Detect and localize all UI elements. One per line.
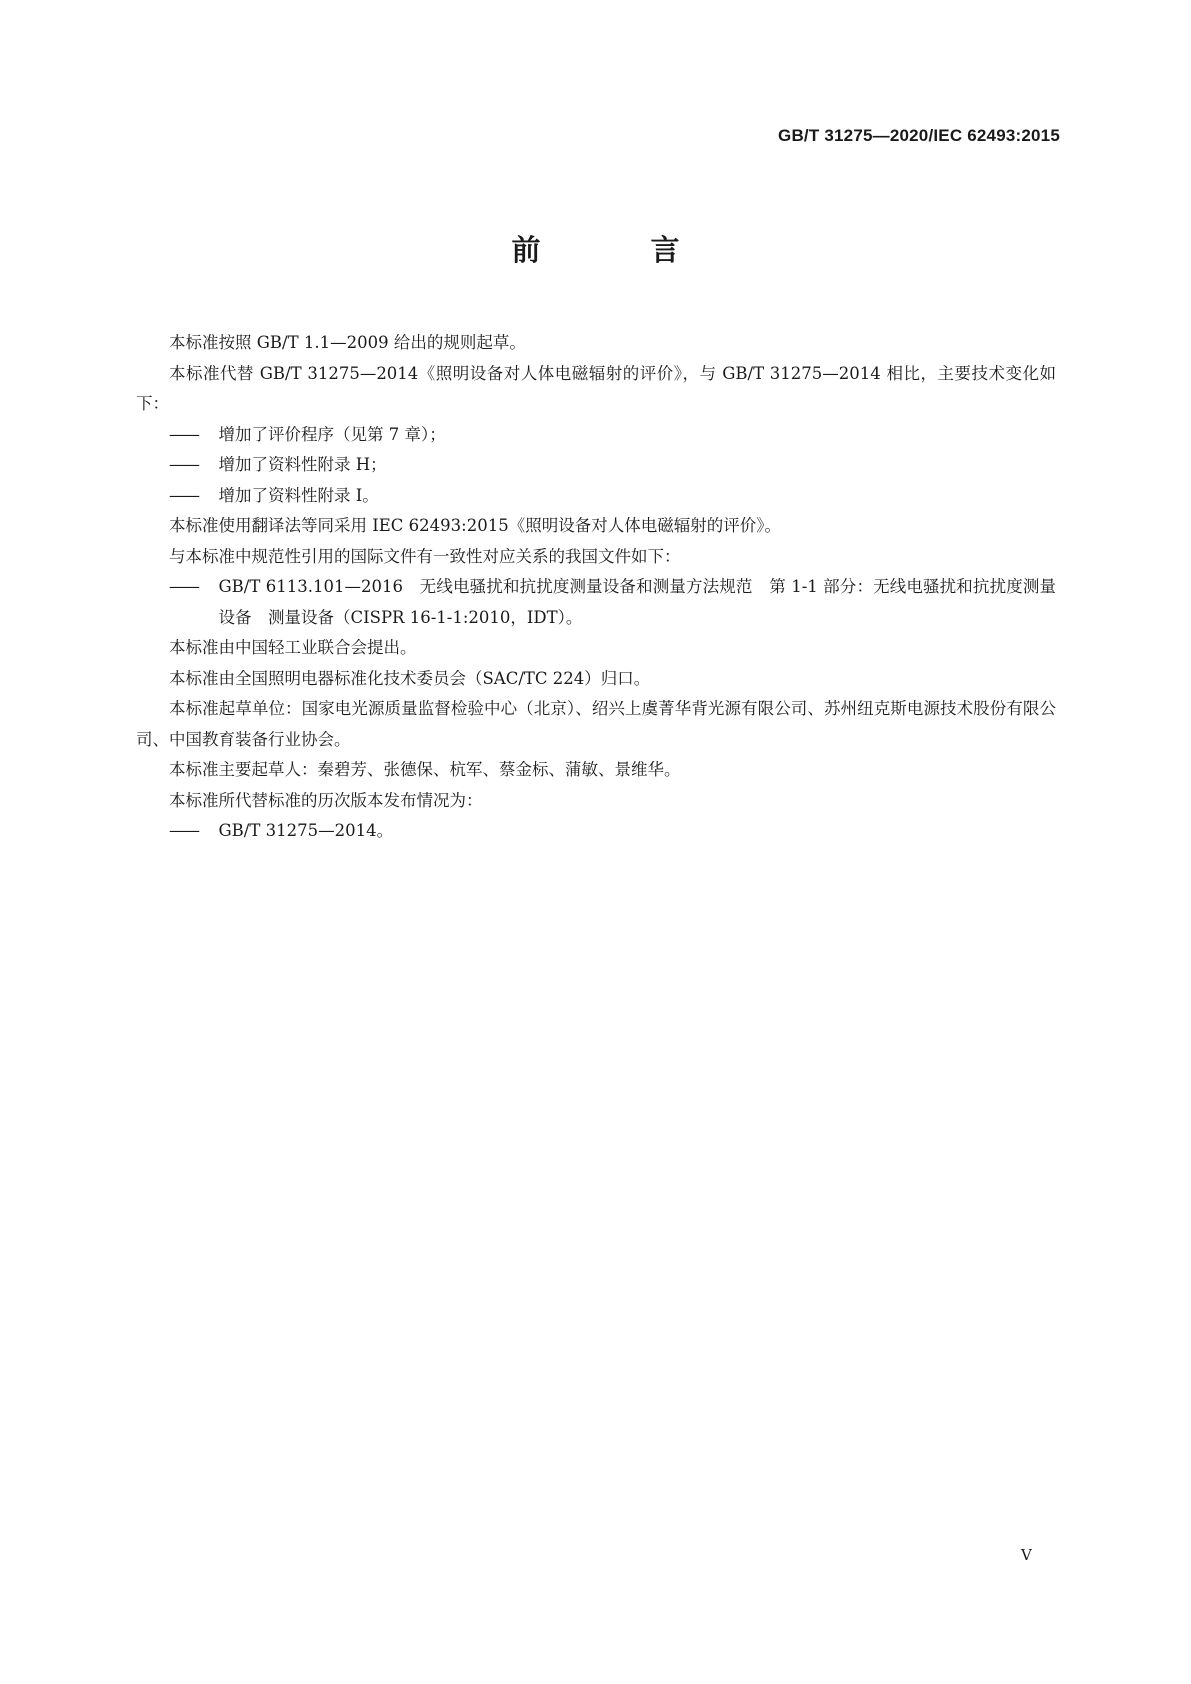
list-item-change	[136, 420, 1056, 451]
list-item-text: 增加了评价程序（见第 7 章）；	[218, 424, 446, 444]
list-item-text: 增加了资料性附录 H；	[218, 455, 387, 474]
paragraph-drafting-units: 本标准起草单位：国家电光源质量监督检验中心（北京）、绍兴上虞菁华背光源有限公司、苏州纽克斯电源技术股份有限公司、中国教育装备行业协会。	[136, 699, 1056, 749]
paragraph-previous-editions: 本标准所代替标准的历次版本发布情况为：	[169, 790, 483, 810]
paragraph-drafters: 本标准主要起草人：秦碧芳、张德保、杭军、蔡金标、蒲敏、景维华。	[169, 760, 681, 779]
list-item-previous-edition	[136, 816, 1056, 847]
dash-marker: ——	[169, 424, 198, 444]
dash-marker: ——	[169, 485, 198, 505]
page-title: 前 言	[511, 233, 730, 267]
page-number: V	[1021, 1546, 1032, 1564]
foreword-body	[136, 328, 1056, 847]
dash-marker: ——	[169, 821, 198, 840]
paragraph-replacement: 本标准代替 GB/T 31275—2014《照明设备对人体电磁辐射的评价》，与 GB/T 31275—2014 相比，主要技术变化如下：	[136, 363, 1056, 413]
list-item-change	[136, 450, 1056, 481]
list-item-change	[136, 481, 1056, 512]
paragraph-adoption: 本标准使用翻译法等同采用 IEC 62493:2015《照明设备对人体电磁辐射的评价》。	[169, 516, 781, 535]
paragraph-references: 与本标准中规范性引用的国际文件有一致性对应关系的我国文件如下：	[169, 546, 681, 566]
dash-marker: ——	[169, 455, 198, 474]
paragraph-committee: 本标准由全国照明电器标准化技术委员会（SAC/TC 224）归口。	[169, 668, 651, 688]
paragraph-proposer: 本标准由中国轻工业联合会提出。	[169, 638, 417, 657]
list-item-text: GB/T 31275—2014。	[218, 821, 394, 840]
dash-marker: ——	[169, 577, 198, 596]
paragraph-drafting-rules: 本标准按照 GB/T 1.1—2009 给出的规则起草。	[169, 333, 526, 352]
list-item-text: GB/T 6113.101—2016 无线电骚扰和抗扰度测量设备和测量方法规范 第 1-1 部分：无线电骚扰和抗扰度测量设备 测量设备（CISPR 16-1-1:2010，IDT）。	[218, 577, 1056, 627]
list-item-text: 增加了资料性附录 I。	[218, 485, 379, 505]
standard-number-header: GB/T 31275—2020/IEC 62493:2015	[778, 126, 1060, 145]
list-item-reference	[136, 572, 1056, 633]
